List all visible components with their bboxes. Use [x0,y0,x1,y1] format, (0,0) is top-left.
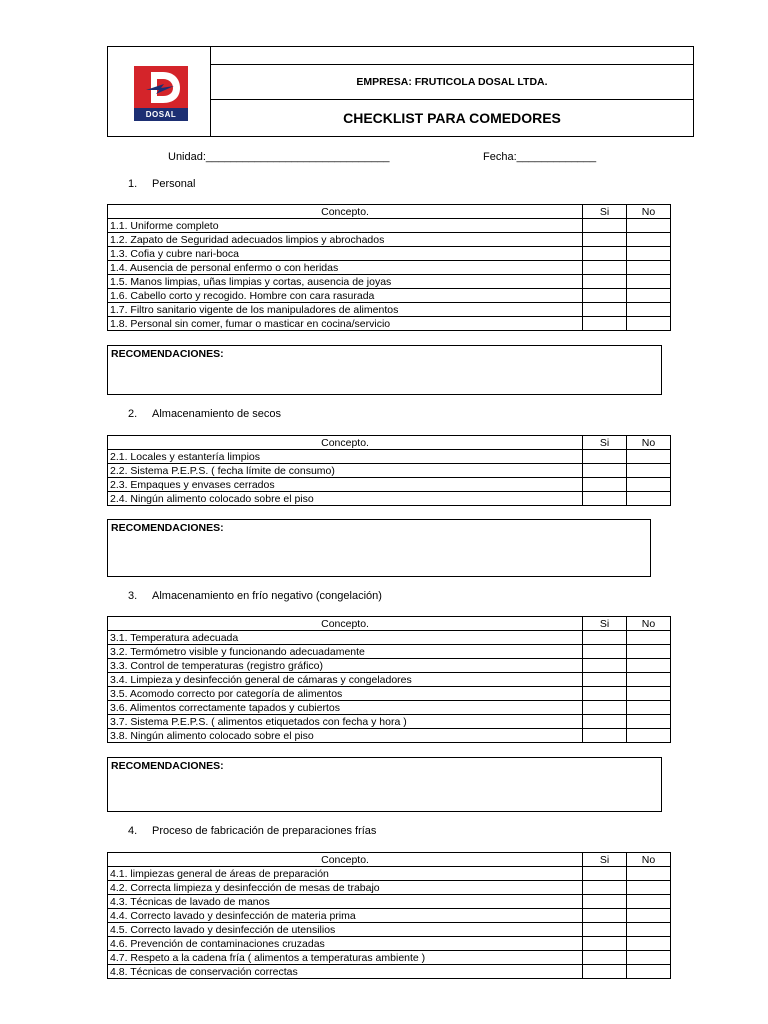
document-header [107,46,694,137]
table-row [108,715,671,729]
section-title-1 [128,178,195,190]
item-label: 3.5. Acomodo correcto por categoría de alimentos [108,687,583,701]
si-cell[interactable] [583,715,627,729]
no-cell[interactable] [627,729,671,743]
si-cell[interactable] [583,687,627,701]
no-cell[interactable] [627,923,671,937]
si-cell[interactable] [583,219,627,233]
table-row [108,219,671,233]
section-number: 4. [128,825,138,837]
item-label: 4.8. Técnicas de conservación correctas [108,965,583,979]
item-label: 3.7. Sistema P.E.P.S. ( alimentos etiquetados con fecha y hora ) [108,715,583,729]
column-no: No [627,205,671,219]
item-label: 4.3. Técnicas de lavado de manos [108,895,583,909]
checklist-table-preparaciones [107,852,671,979]
item-label: 4.5. Correcto lavado y desinfección de utensilios [108,923,583,937]
table-row [108,275,671,289]
recommendations-box-2[interactable] [107,519,651,577]
fecha-field[interactable]: Fecha:_____________ [483,151,597,163]
si-cell[interactable] [583,492,627,506]
table-row [108,289,671,303]
item-label: 2.3. Empaques y envases cerrados [108,478,583,492]
section-label: Proceso de fabricación de preparaciones frías [152,825,377,837]
no-cell[interactable] [627,478,671,492]
si-cell[interactable] [583,261,627,275]
no-cell[interactable] [627,867,671,881]
no-cell[interactable] [627,450,671,464]
section-number: 2. [128,408,138,420]
document-title: CHECKLIST PARA COMEDORES [343,110,561,126]
si-cell[interactable] [583,895,627,909]
column-no: No [627,617,671,631]
table-row [108,909,671,923]
table-header-row [108,853,671,867]
item-label: 3.8. Ningún alimento colocado sobre el piso [108,729,583,743]
recommendations-label: RECOMENDACIONES: [111,348,224,360]
table-row [108,895,671,909]
column-concepto: Concepto. [108,436,583,450]
recommendations-label: RECOMENDACIONES: [111,760,224,772]
no-cell[interactable] [627,881,671,895]
item-label: 3.3. Control de temperaturas (registro gráfico) [108,659,583,673]
item-label: 1.4. Ausencia de personal enfermo o con heridas [108,261,583,275]
section-title-2 [128,408,281,420]
table-row [108,492,671,506]
table-row [108,729,671,743]
recommendations-box-1[interactable] [107,345,662,395]
no-cell[interactable] [627,909,671,923]
table-row [108,450,671,464]
section-number: 1. [128,178,138,190]
item-label: 1.3. Cofia y cubre nari-boca [108,247,583,261]
item-label: 1.1. Uniforme completo [108,219,583,233]
no-cell[interactable] [627,233,671,247]
si-cell[interactable] [583,275,627,289]
section-label: Personal [152,178,196,190]
no-cell[interactable] [627,951,671,965]
section-label: Almacenamiento en frío negativo (congelación) [152,590,382,602]
logo-cell [108,47,211,136]
si-cell[interactable] [583,464,627,478]
si-cell[interactable] [583,478,627,492]
no-cell[interactable] [627,303,671,317]
si-cell[interactable] [583,937,627,951]
table-row [108,923,671,937]
no-cell[interactable] [627,464,671,478]
table-row [108,881,671,895]
column-concepto: Concepto. [108,853,583,867]
recommendations-box-3[interactable] [107,757,662,812]
logo-text: DOSAL [134,108,188,121]
company-name: EMPRESA: FRUTICOLA DOSAL LTDA. [211,65,693,100]
no-cell[interactable] [627,645,671,659]
table-row [108,261,671,275]
column-si: Si [583,853,627,867]
column-si: Si [583,617,627,631]
item-label: 3.4. Limpieza y desinfección general de cámaras y congeladores [108,673,583,687]
header-empty-row [211,47,693,65]
no-cell[interactable] [627,219,671,233]
si-cell[interactable] [583,673,627,687]
table-row [108,478,671,492]
no-cell[interactable] [627,937,671,951]
table-row [108,247,671,261]
logo-emblem [134,66,188,108]
si-cell[interactable] [583,645,627,659]
table-row [108,645,671,659]
checklist-table-congelacion [107,616,671,743]
no-cell[interactable] [627,275,671,289]
column-no: No [627,853,671,867]
item-label: 4.6. Prevención de contaminaciones cruzadas [108,937,583,951]
si-cell[interactable] [583,303,627,317]
si-cell[interactable] [583,909,627,923]
si-cell[interactable] [583,701,627,715]
table-row [108,937,671,951]
si-cell[interactable] [583,951,627,965]
no-cell[interactable] [627,492,671,506]
item-label: 4.2. Correcta limpieza y desinfección de mesas de trabajo [108,881,583,895]
column-si: Si [583,205,627,219]
section-number: 3. [128,590,138,602]
no-cell[interactable] [627,965,671,979]
no-cell[interactable] [627,895,671,909]
si-cell[interactable] [583,659,627,673]
no-cell[interactable] [627,659,671,673]
no-cell[interactable] [627,261,671,275]
unidad-field[interactable]: Unidad:______________________________ [168,151,390,163]
item-label: 1.2. Zapato de Seguridad adecuados limpios y abrochados [108,233,583,247]
no-cell[interactable] [627,317,671,331]
checklist-table-personal [107,204,671,331]
item-label: 1.7. Filtro sanitario vigente de los manipuladores de alimentos [108,303,583,317]
si-cell[interactable] [583,881,627,895]
column-no: No [627,436,671,450]
table-header-row [108,436,671,450]
no-cell[interactable] [627,687,671,701]
column-concepto: Concepto. [108,205,583,219]
item-label: 3.1. Temperatura adecuada [108,631,583,645]
column-concepto: Concepto. [108,617,583,631]
item-label: 2.4. Ningún alimento colocado sobre el piso [108,492,583,506]
item-label: 2.2. Sistema P.E.P.S. ( fecha límite de consumo) [108,464,583,478]
table-row [108,701,671,715]
item-label: 1.5. Manos limpias, uñas limpias y cortas, ausencia de joyas [108,275,583,289]
table-row [108,233,671,247]
item-label: 3.2. Termómetro visible y funcionando adecuadamente [108,645,583,659]
table-row [108,673,671,687]
table-row [108,951,671,965]
si-cell[interactable] [583,867,627,881]
section-label: Almacenamiento de secos [152,408,282,420]
table-row [108,317,671,331]
si-cell[interactable] [583,247,627,261]
table-row [108,659,671,673]
section-title-3 [128,590,382,602]
table-row [108,303,671,317]
dosal-logo [134,66,188,121]
item-label: 2.1. Locales y estantería limpios [108,450,583,464]
table-row [108,631,671,645]
no-cell[interactable] [627,631,671,645]
table-row [108,965,671,979]
si-cell[interactable] [583,289,627,303]
si-cell[interactable] [583,965,627,979]
item-label: 4.7. Respeto a la cadena fría ( alimentos a temperaturas ambiente ) [108,951,583,965]
table-row [108,687,671,701]
si-cell[interactable] [583,729,627,743]
checklist-table-secos [107,435,671,506]
si-cell[interactable] [583,317,627,331]
item-label: 1.6. Cabello corto y recogido. Hombre con cara rasurada [108,289,583,303]
no-cell[interactable] [627,701,671,715]
no-cell[interactable] [627,247,671,261]
item-label: 4.4. Correcto lavado y desinfección de materia prima [108,909,583,923]
item-label: 3.6. Alimentos correctamente tapados y cubiertos [108,701,583,715]
no-cell[interactable] [627,673,671,687]
section-title-4 [128,825,376,837]
recommendations-label: RECOMENDACIONES: [111,522,224,534]
si-cell[interactable] [583,923,627,937]
si-cell[interactable] [583,233,627,247]
si-cell[interactable] [583,631,627,645]
table-row [108,464,671,478]
table-header-row [108,617,671,631]
item-label: 1.8. Personal sin comer, fumar o masticar en cocina/servicio [108,317,583,331]
no-cell[interactable] [627,289,671,303]
si-cell[interactable] [583,450,627,464]
table-row [108,867,671,881]
column-si: Si [583,436,627,450]
no-cell[interactable] [627,715,671,729]
table-header-row [108,205,671,219]
item-label: 4.1. limpiezas general de áreas de preparación [108,867,583,881]
